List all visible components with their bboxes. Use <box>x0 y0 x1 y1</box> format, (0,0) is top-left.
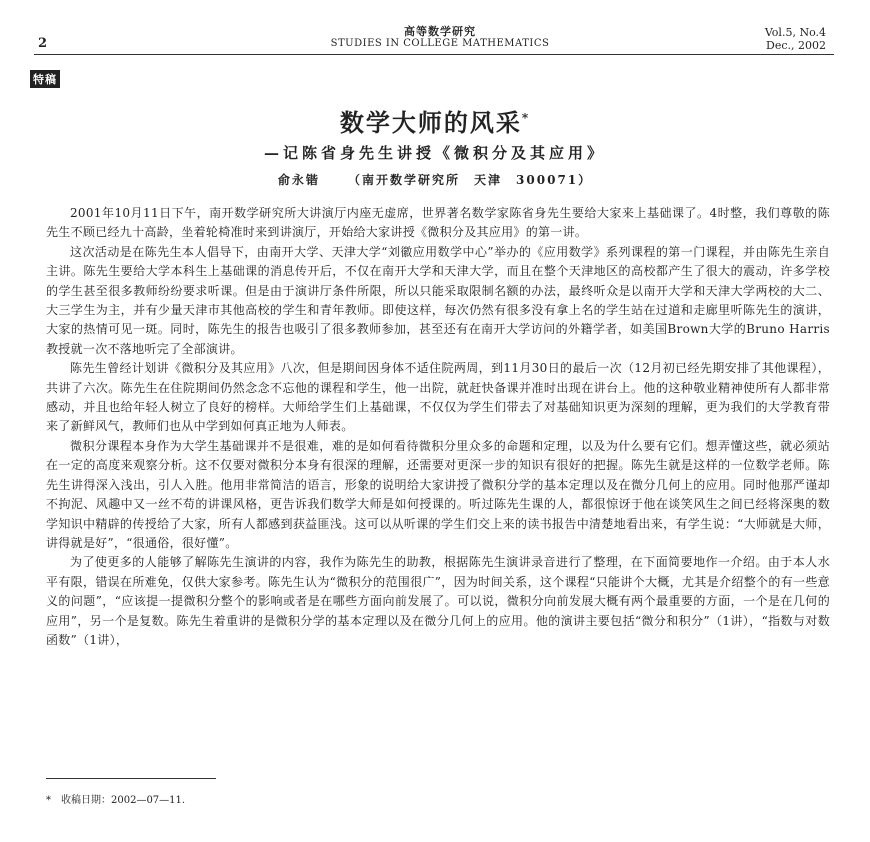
footnote-rule <box>46 778 216 779</box>
running-header <box>270 26 610 50</box>
article-title-text: 数学大师的风采 <box>339 108 522 137</box>
article-subtitle: —记陈省身先生讲授《微积分及其应用》 <box>263 144 606 162</box>
title-footnote-mark: * <box>521 111 531 125</box>
paragraph: 这次活动是在陈先生本人倡导下，由南开大学、天津大学“刘徽应用数学中心”举办的《应用数学》系列课程的第一门课程，并由陈先生亲自主讲。陈先生要给大学本科生上基础课的消息传开后，不仅在南开大学和天津大学，而且在整个天津地区的高校都产生了很大的震动，许多学校的学生甚至很多教师纷纷要求听课。但是由于演讲厅条件所限，所以只能采取限制名额的办法，最终听众是以南开大学和天津大学两校的大二、大三学生为主，并有少量天津市其他高校的学生和青年教师。即使这样，每次仍然有很多没有拿上名的学生站在过道和走廊里听陈先生的演讲，大家的热情可见一斑。同时，陈先生的报告也吸引了很多教师参加，甚至还有在南开大学访问的外籍学者，如美国Brown大学的Bruno Harris教授就一次不落地听完了全部演讲。 <box>46 244 830 356</box>
paragraph: 陈先生曾经计划讲《微积分及其应用》八次，但是期间因身体不适住院两周，到11月30日的最后一次（12月初已经先期安排了其他课程），共讲了六次。陈先生在住院期间仍然念念不忘他的课程和学生，他一出院，就赶快备课并准时出现在讲台上。他的这种敬业精神使所有人都非常感动，并且也给年轻人树立了良好的榜样。大师给学生们上基础课，不仅仅为学生们带去了对基础知识更为深刻的理解，更为我们的大学教育带来了新鲜风气，教师们也从中学到如何真正地为人师表。 <box>46 361 830 434</box>
article-title <box>0 103 870 138</box>
paragraph: 2001年10月11日下午，南开数学研究所大讲演厅内座无虚席，世界著名数学家陈省身先生要给大家来上基础课了。4时整，我们尊敬的陈先生不顾已经九十高龄，坐着轮椅准时来到讲演厅，开始给大家讲授《微积分及其应用》的第一讲。 <box>46 206 830 240</box>
footnote: * 收稿日期：2002—07—11. <box>46 795 186 806</box>
journal-name-en: STUDIES IN COLLEGE MATHEMATICS <box>330 38 550 49</box>
paragraph: 微积分课程本身作为大学生基础课并不是很难，难的是如何看待微积分里众多的命题和定理，以及为什么要有它们。想弄懂这些，就必须站在一定的高度来观察分析。这不仅要对微积分本身有很深的理解，还需要对更深一步的知识有很好的把握。陈先生就是这样的一位数学老师。陈先生讲得深入浅出，引人入胜。他用非常简洁的语言，形象的说明给大家讲授了微积分学的基本定理以及在微分几何上的应用。同时他那严谨却不拘泥、风趣中又一丝不苟的讲课风格，更告诉我们数学大师是如何授课的。听过陈先生课的人，都很惊讶于他在谈笑风生之间已经将深奥的数学知识中精辟的传授给了大家，所有人都感到获益匪浅。这可以从听课的学生们交上来的读书报告中清楚地看出来，有学生说：“大师就是大师，讲得就是好”，“很通俗，很好懂”。 <box>46 438 830 550</box>
section-tag: 特稿 <box>30 70 60 88</box>
paragraph: 为了使更多的人能够了解陈先生演讲的内容，我作为陈先生的助教，根据陈先生演讲录音进行了整理，在下面简要地作一介绍。由于本人水平有限，错误在所难免，仅供大家参考。陈先生认为“微积分的范围很广”，因为时间关系，这个课程“只能讲个大概，尤其是介绍整个的有一些意义的问题”，“应该提一提微积分整个的影响或者是在哪些方面向前发展了。可以说，微积分向前发展大概有两个最重要的方面，一个是在几何的应用”，另一个是复数。陈先生着重讲的是微积分学的基本定理以及在微分几何上的应用。他的演讲主要包括“微分和积分”（1讲），“指数与对数函数”（1讲）， <box>46 555 830 647</box>
volume-number: Vol.5, No.4 <box>764 26 826 39</box>
article-body <box>46 204 830 650</box>
header-rule <box>34 54 834 55</box>
issue-date: Dec., 2002 <box>766 39 826 52</box>
issue-info <box>716 26 826 52</box>
page-number: 2 <box>38 36 48 51</box>
author-affiliation: （南开数学研究所 天津 300071） <box>348 173 593 187</box>
author-name: 俞永锴 <box>277 173 320 187</box>
author-line <box>0 171 870 188</box>
journal-name-cn: 高等数学研究 <box>404 25 476 38</box>
